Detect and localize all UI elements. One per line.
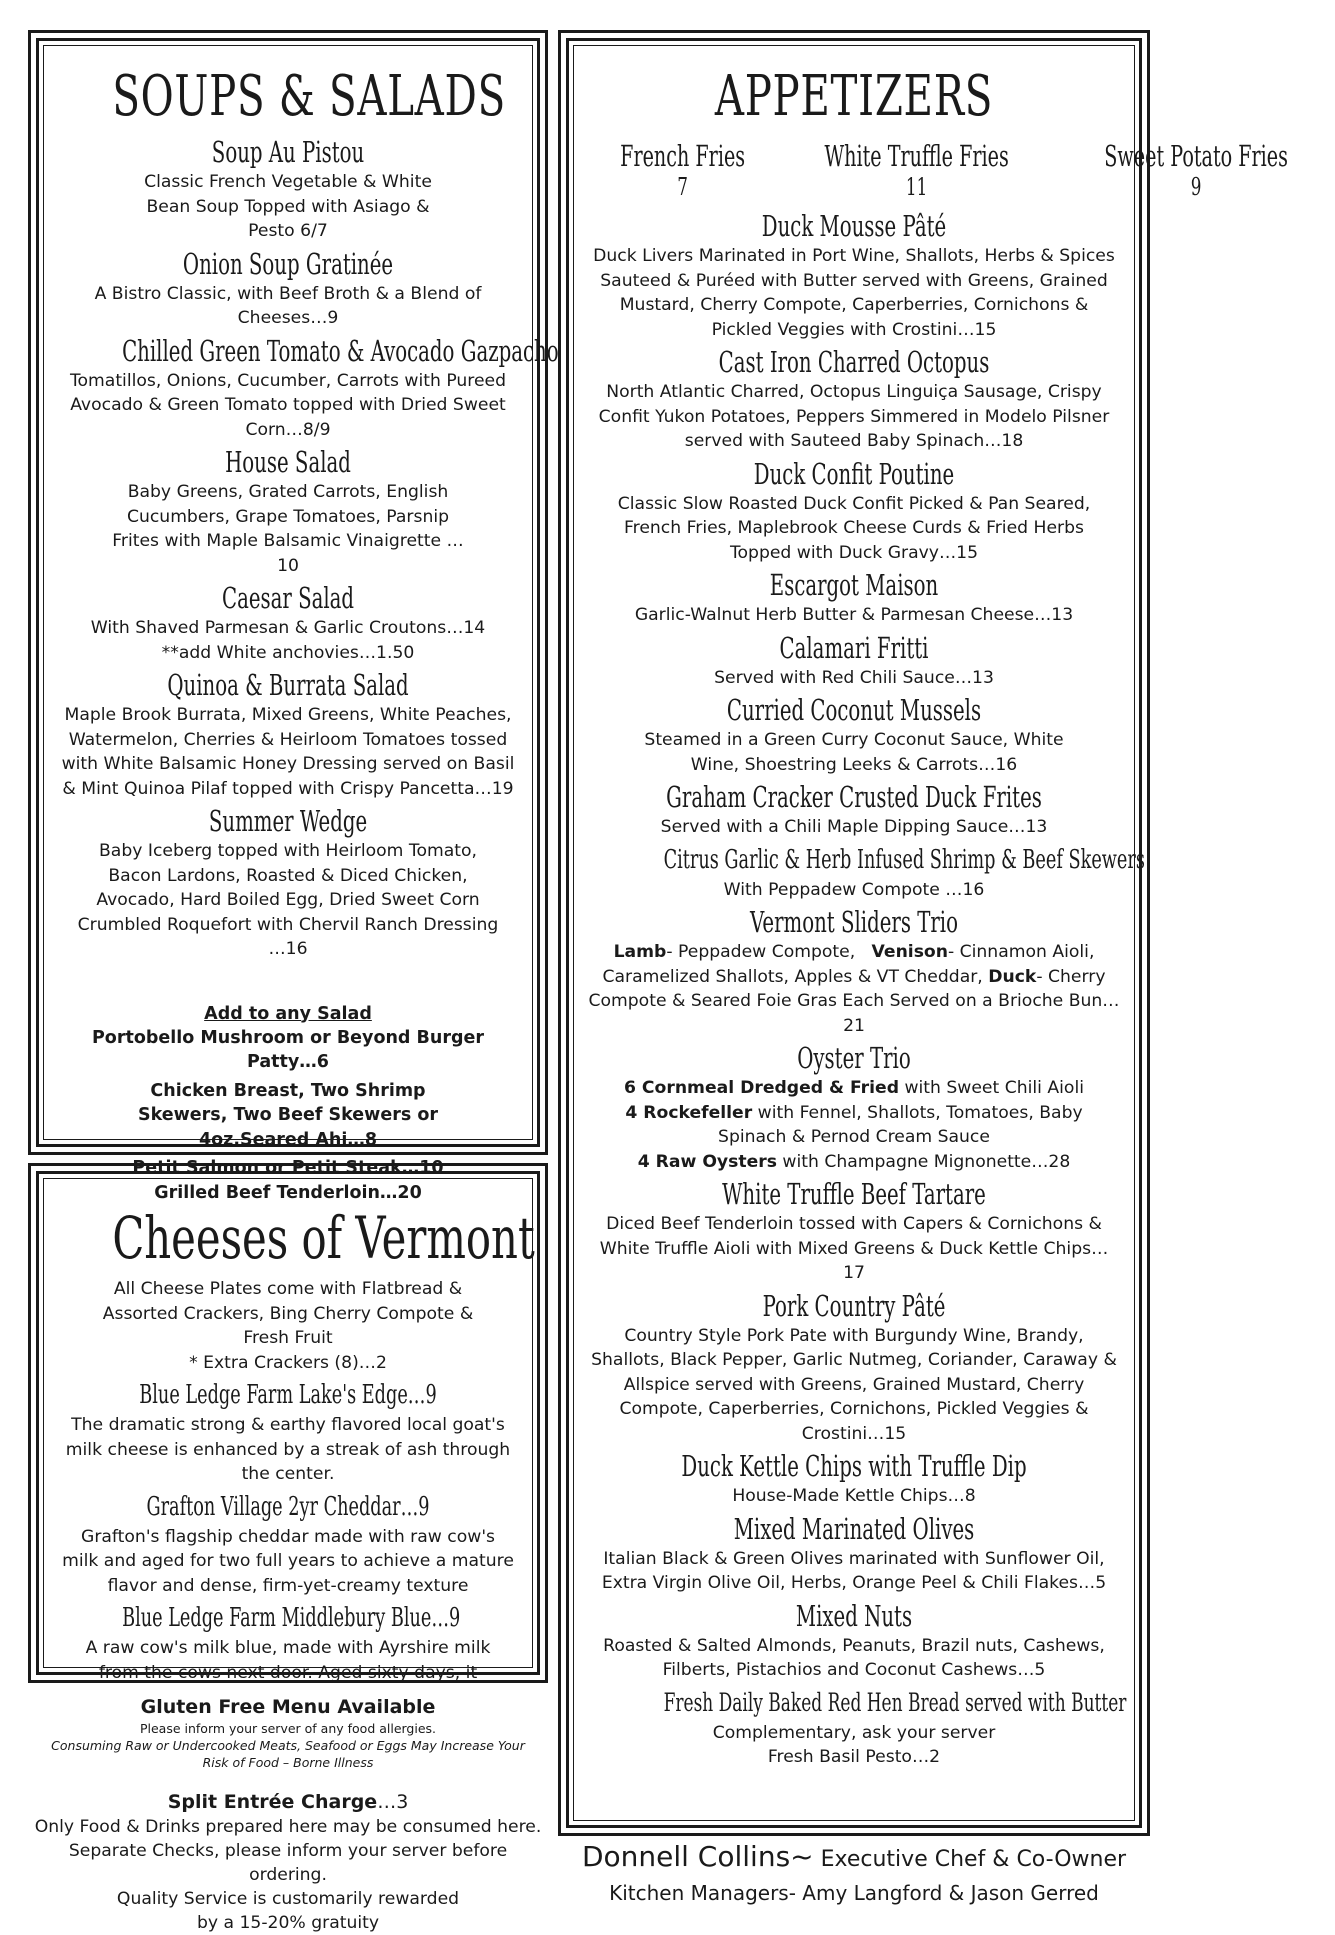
menu-item-desc: Served with Red Chili Sauce…13 (714, 667, 994, 688)
fries-item (1057, 136, 1335, 200)
menu-item-desc: Classic Slow Roasted Duck Confit Picked & Pan Seared, French Fries, Maplebrook Cheese Curds & Fried Herbs Topped with Duck Gravy…15 (617, 493, 1091, 563)
menu-item-desc: The dramatic strong & earthy flavored local goat's milk cheese is enhanced by a streak of ash through the center. (65, 1415, 511, 1484)
menu-item-desc: A raw cow's milk blue, made with Ayrshire milk from the cows next door. Aged sixty days, it (85, 1638, 491, 1683)
menu-item-name: Caesar Salad (221, 581, 355, 615)
add-on-line: Chicken Breast, Two Shrimp Skewers, Two Beef Skewers or 4oz.Seared Ahi…8 (137, 1080, 438, 1150)
chef-name: Donnell Collins~ (581, 1840, 814, 1873)
menu-item-desc: Diced Beef Tenderloin tossed with Capers & Cornichons & White Truffle Aioli with Mixed Greens & Duck Kettle Chips…17 (599, 1214, 1109, 1283)
cheeses-title: Cheeses of Vermont (112, 1204, 535, 1272)
menu-item-desc: Baby Greens, Grated Carrots, English Cucumbers, Grape Tomatoes, Parsnip Frites with Maple Balsamic Vinaigrette …10 (112, 482, 464, 576)
menu-item-desc: Garlic-Walnut Herb Butter & Parmesan Cheese…13 (634, 605, 1074, 625)
cheese-intro: All Cheese Plates come with Flatbread & Assorted Crackers, Bing Cherry Compote & Fresh Fruit (102, 1279, 474, 1348)
fries-price: 7 (677, 173, 688, 201)
appetizers-panel (558, 30, 1288, 1836)
menu-item-name: Duck Kettle Chips with Truffle Dip (681, 1449, 1027, 1483)
policy-line: Only Food & Drinks prepared here may be consumed here. (34, 1817, 542, 1837)
menu-item-name: Citrus Garlic & Herb Infused Shrimp & Beef Skewers (663, 844, 1145, 875)
sliders-desc (580, 940, 1128, 1038)
gluten-free-notice: Gluten Free Menu Available (140, 1696, 436, 1718)
split-entree-charge (28, 1789, 548, 1815)
menu-item-desc: Grafton's flagship cheddar made with raw cow's milk and aged for two full years to achieve a mature flavor and dense, firm-yet-creamy texture (62, 1526, 514, 1596)
menu-item-desc: Roasted & Salted Almonds, Peanuts, Brazil nuts, Cashews, Filberts, Pistachios and Coconut Cashews…5 (603, 1635, 1105, 1680)
oyster-line-bold: 4 Raw Oysters (637, 1151, 777, 1172)
menu-item-desc: Complementary, ask your server (712, 1722, 996, 1743)
oyster-line (584, 1150, 1124, 1175)
add-on-line: Grilled Beef Tenderloin…20 (154, 1182, 422, 1203)
oyster-line-bold: 6 Cornmeal Dredged & Fried (623, 1078, 899, 1098)
footer-notes (28, 1690, 548, 1935)
menu-item-name: Mixed Nuts (795, 1598, 913, 1633)
menu-item-name: Cast Iron Charred Octopus (718, 345, 990, 379)
oyster-line-text: with Sweet Chili Aioli (899, 1078, 1084, 1098)
fries-name: White Truffle Fries (824, 139, 1010, 173)
menu-item-name: Graham Cracker Crusted Duck Frites (666, 780, 1042, 814)
menu-item-name: Blue Ledge Farm Middlebury Blue…9 (122, 1603, 461, 1633)
menu-item-name: Chilled Green Tomato & Avocado Gazpacho (122, 333, 559, 368)
menu-item-name: Summer Wedge (208, 804, 368, 838)
menu-item-name: Fresh Daily Baked Red Hen Bread served with Butter (663, 1687, 1127, 1717)
menu-item-desc: North Atlantic Charred, Octopus Linguiça Sausage, Crispy Confit Yukon Potatoes, Peppers Simmered in Modelo Pilsner served with Sauteed Baby Spinach…18 (598, 382, 1110, 451)
venison-label: Venison (871, 942, 948, 962)
oyster-line (584, 1076, 1124, 1101)
menu-item-desc: Baby Iceberg topped with Heirloom Tomato, Bacon Lardons, Roasted & Diced Chicken, Avocado, Hard Boiled Egg, Dried Sweet Corn Crumbled Roquefort with Chervil Ranch Dressing …16 (77, 841, 499, 959)
menu-item-desc: Maple Brook Burrata, Mixed Greens, White Peaches, Watermelon, Cherries & Heirloom Tomatoes tossed with White Balsamic Honey Dressing served on Basil & Mint Quinoa Pilaf topped with Crispy Pancetta…19 (61, 705, 515, 799)
policy-line: Separate Checks, please inform your server before ordering. (68, 1841, 508, 1885)
menu-item-desc: With Peppadew Compote …16 (723, 879, 985, 900)
oyster-line-text: with Fennel, Shallots, Tomatoes, Baby Spinach & Pernod Cream Sauce (718, 1102, 1083, 1147)
menu-item-desc: A Bistro Classic, with Beef Broth & a Blend of Cheeses…9 (94, 283, 482, 328)
fries-name: French Fries (620, 139, 746, 173)
cheeses-panel (28, 1163, 548, 1683)
oyster-line (604, 1101, 1104, 1150)
soups-salads-panel (28, 30, 559, 1203)
menu-item-name: Curried Coconut Mussels (726, 693, 982, 727)
menu-item-desc: Italian Black & Green Olives marinated with Sunflower Oil, Extra Virgin Olive Oil, Herbs, Orange Peel & Chili Flakes…5 (601, 1548, 1107, 1593)
menu-item-desc: With Shaved Parmesan & Garlic Croutons…14 (90, 618, 486, 638)
add-on-line: Petit Salmon or Petit Steak…10 (132, 1158, 444, 1178)
chef-title: Executive Chef & Co-Owner (813, 1847, 1127, 1872)
policy-line: Quality Service is customarily rewarded (116, 1889, 460, 1909)
allergy-notice: Please inform your server of any food allergies. (139, 1721, 437, 1736)
fries-item (588, 136, 777, 200)
menu-item-desc: Tomatillos, Onions, Cucumber, Carrots with Pureed Avocado & Green Tomato topped with Dried Sweet Corn…8/9 (69, 370, 507, 440)
appetizers-title: APPETIZERS (714, 64, 994, 129)
menu-item-desc: Duck Livers Marinated in Port Wine, Shallots, Herbs & Spices Sauteed & Puréed with Butter served with Greens, Grained Mustard, Cherry Compote, Caperberries, Cornichons & Pickled Veggies with Crostini…15 (593, 246, 1115, 340)
menu-item-desc: House-Made Kettle Chips…8 (732, 1486, 976, 1506)
menu-item-name: Soup Au Pistou (211, 135, 365, 169)
kitchen-managers: Kitchen Managers- Amy Langford & Jason Gerred (609, 1881, 1099, 1905)
chef-credits (558, 1838, 1150, 1907)
fries-price: 9 (1190, 173, 1201, 201)
duck-label: Duck (988, 966, 1037, 987)
chef-name-line (558, 1838, 1150, 1879)
menu-item-name: Grafton Village 2yr Cheddar…9 (146, 1491, 430, 1522)
add-to-salad-title: Add to any Salad (204, 1003, 372, 1024)
menu-item-desc: Classic French Vegetable & White Bean Soup Topped with Asiago & Pesto 6/7 (144, 172, 432, 241)
menu-item-name: House Salad (225, 445, 351, 479)
menu-item-name: White Truffle Beef Tartare (722, 1177, 986, 1211)
menu-item-name: Blue Ledge Farm Lake's Edge…9 (139, 1380, 437, 1410)
fries-row (588, 136, 1288, 201)
menu-item-name: Onion Soup Gratinée (182, 246, 394, 281)
add-on-line: Portobello Mushroom or Beyond Burger Patty…6 (91, 1027, 485, 1072)
duck-text: - Cherry Compote & Seared Foie Gras Each Served on a Brioche Bun…21 (588, 966, 1120, 1036)
lamb-text: - Peppadew Compote, (666, 942, 856, 962)
menu-item-addon: **add White anchovies…1.50 (161, 642, 415, 663)
oyster-line-bold: 4 Rockefeller (625, 1102, 753, 1123)
soups-salads-title: SOUPS & SALADS (112, 64, 506, 129)
fries-item (777, 136, 1056, 200)
split-label: Split Entrée Charge (167, 1791, 378, 1813)
menu-item-name: Duck Mousse Pâté (761, 209, 947, 243)
menu-item-name: Calamari Fritti (779, 630, 929, 665)
menu-item-desc: Country Style Pork Pate with Burgundy Wine, Brandy, Shallots, Black Pepper, Garlic Nutmeg, Coriander, Caraway & Allspice served with Greens, Grained Mustard, Cherry Compote, Caperberries, Cornichons, Pickled Veggies & Crostini…15 (591, 1325, 1117, 1444)
split-price: …3 (377, 1791, 409, 1813)
menu-item-name: Vermont Sliders Trio (750, 905, 958, 939)
fries-price: 11 (906, 173, 928, 201)
lamb-label: Lamb (613, 942, 667, 962)
oyster-line-text: with Champagne Mignonette…28 (776, 1151, 1071, 1172)
cheese-extra: * Extra Crackers (8)…2 (189, 1352, 387, 1373)
menu-item-name: Pork Country Pâté (762, 1288, 946, 1323)
menu-item-name: Escargot Maison (769, 568, 939, 602)
menu-item-name: Duck Confit Poutine (753, 456, 955, 491)
menu-item-name: Mixed Marinated Olives (733, 1511, 975, 1546)
fries-name: Sweet Potato Fries (1103, 139, 1288, 173)
menu-item-desc: Steamed in a Green Curry Coconut Sauce, White Wine, Shoestring Leeks & Carrots…16 (644, 730, 1064, 775)
menu-item-name: Quinoa & Burrata Salad (167, 668, 409, 702)
raw-food-warning: Consuming Raw or Undercooked Meats, Seafood or Eggs May Increase Your Risk of Food – Borne Illness (51, 1738, 525, 1770)
menu-item-addon: Fresh Basil Pesto…2 (767, 1747, 941, 1767)
menu-item-name: Oyster Trio (797, 1041, 911, 1075)
venison-text: - Cinnamon Aioli, Caramelized Shallots, Apples & VT Cheddar, (602, 942, 1095, 987)
menu-item-desc: Served with a Chili Maple Dipping Sauce…13 (660, 817, 1048, 837)
policy-line: by a 15-20% gratuity (196, 1913, 380, 1933)
